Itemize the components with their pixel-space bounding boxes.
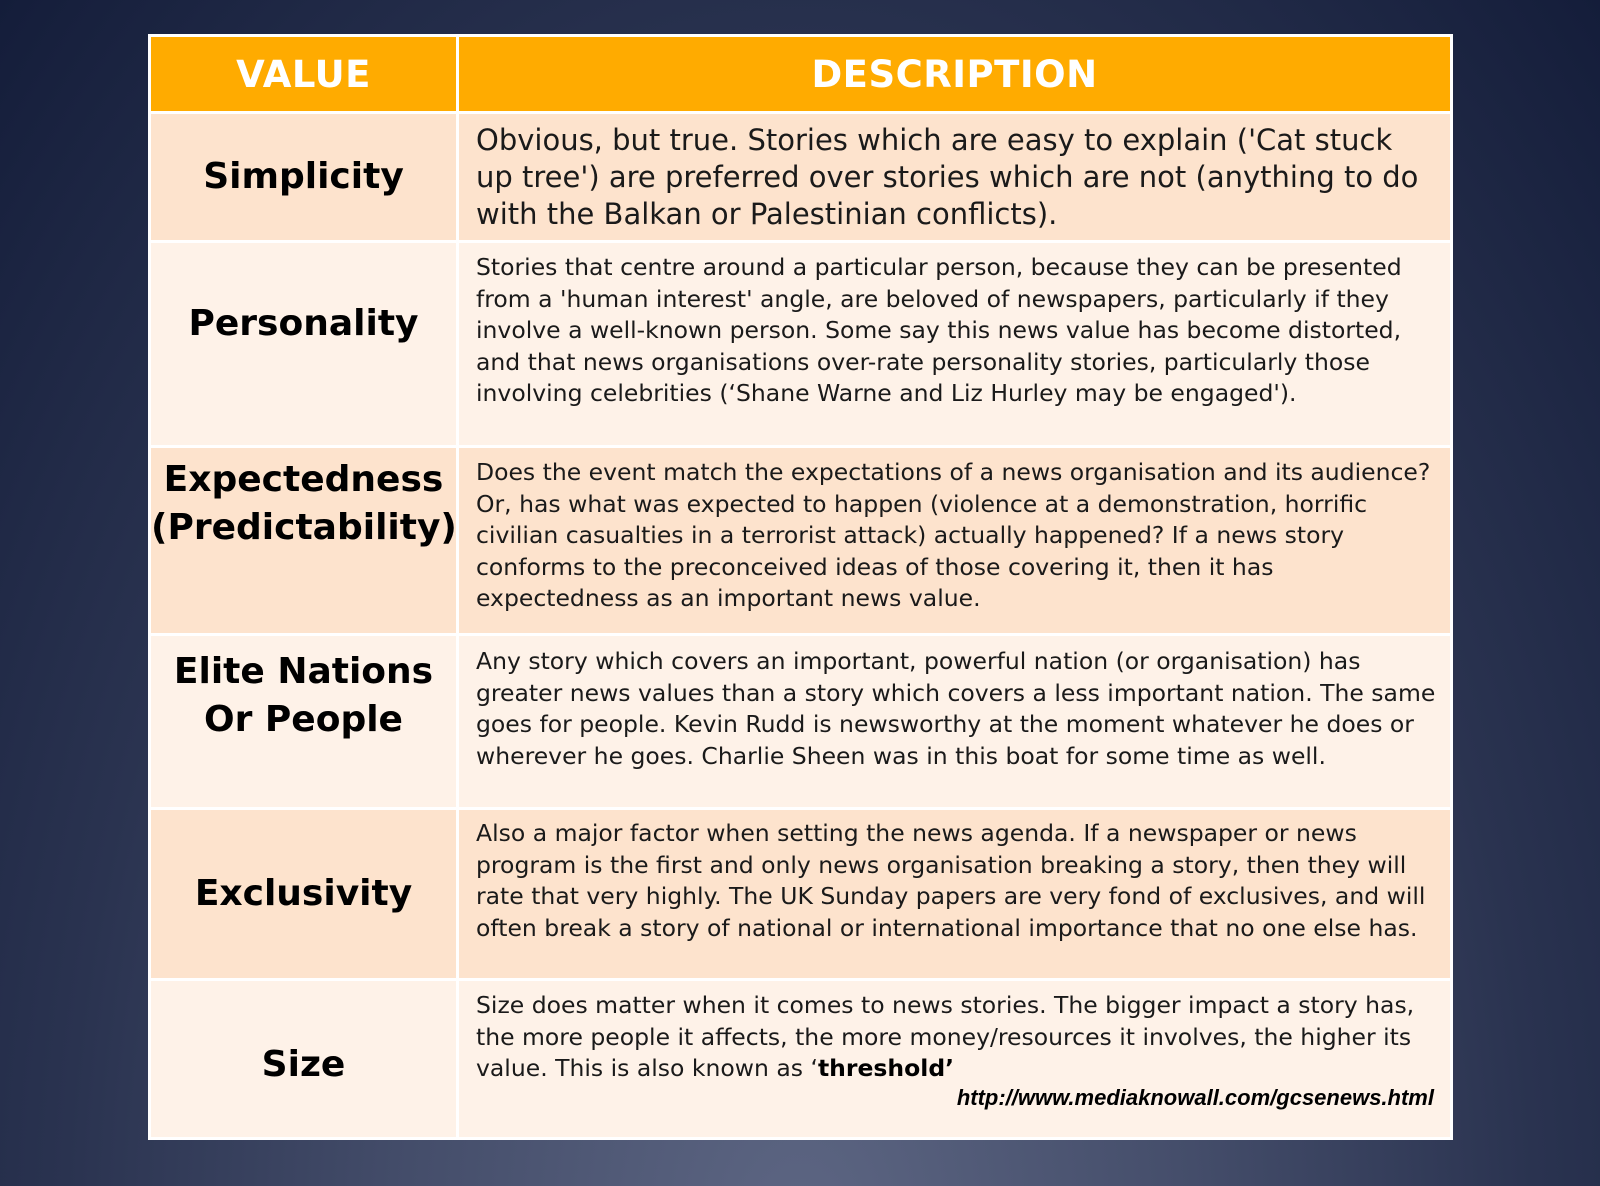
news-values-table	[148, 34, 1453, 1140]
description-size-text: Size does matter when it comes to news stories. The bigger impact a story has, the more people it affects, the more money/resources it involves, the higher its value. This is also known as ‘	[476, 991, 1415, 1082]
header-value: VALUE	[150, 36, 458, 113]
table-row-size	[150, 980, 1452, 1139]
table-row-expectedness	[150, 447, 1452, 635]
value-elite-line2: Or People	[204, 699, 403, 740]
table-header-row	[150, 36, 1452, 113]
description-cell-expectedness: Does the event match the expectations of a news organisation and its audience? Or, has what was expected to happen (violence at a demonstration, horrific civilian casualties in a terrorist attack) actually happened? If a news story conforms to the preconceived ideas of those covering it, then it has expectedness as an important news value.	[458, 447, 1452, 635]
description-cell-elite-nations: Any story which covers an important, powerful nation (or organisation) has greater news values than a story which covers a less important nation. The same goes for people. Kevin Rudd is newsworthy at the moment whatever he does or wherever he goes. Charlie Sheen was in this boat for some time as well.	[458, 635, 1452, 809]
value-cell-personality: Personality	[150, 242, 458, 447]
value-expectedness-line1: Expectedness	[163, 459, 444, 500]
value-cell-exclusivity: Exclusivity	[150, 809, 458, 980]
description-cell-personality: Stories that centre around a particular person, because they can be presented from a 'human interest' angle, are beloved of newspapers, particularly if they involve a well-known person. Some say this news value has become distorted, and that news organisations over-rate personality stories, particularly those involving celebrities (‘Shane Warne and Liz Hurley may be engaged').	[458, 242, 1452, 447]
description-cell-exclusivity: Also a major factor when setting the news agenda. If a newspaper or news program is the first and only news organisation breaking a story, then they will rate that very highly. The UK Sunday papers are very fond of exclusives, and will often break a story of national or international importance that no one else has.	[458, 809, 1452, 980]
value-cell-elite-nations	[150, 635, 458, 809]
table-row-elite-nations	[150, 635, 1452, 809]
value-cell-size: Size	[150, 980, 458, 1139]
value-cell-expectedness	[150, 447, 458, 635]
table-row-simplicity	[150, 113, 1452, 242]
table-row-personality	[150, 242, 1452, 447]
value-cell-simplicity: Simplicity	[150, 113, 458, 242]
table-row-exclusivity	[150, 809, 1452, 980]
description-size-term: threshold’	[817, 1054, 955, 1082]
description-cell-size	[458, 980, 1452, 1139]
header-description: DESCRIPTION	[458, 36, 1452, 113]
description-cell-simplicity: Obvious, but true. Stories which are easy to explain ('Cat stuck up tree') are preferred over stories which are not (anything to do with the Balkan or Palestinian conflicts).	[458, 113, 1452, 242]
value-expectedness-line2: (Predictability)	[151, 507, 457, 548]
source-link[interactable]: http://www.mediaknowall.com/gcsenews.html	[956, 1084, 1434, 1110]
value-elite-line1: Elite Nations	[173, 651, 434, 692]
